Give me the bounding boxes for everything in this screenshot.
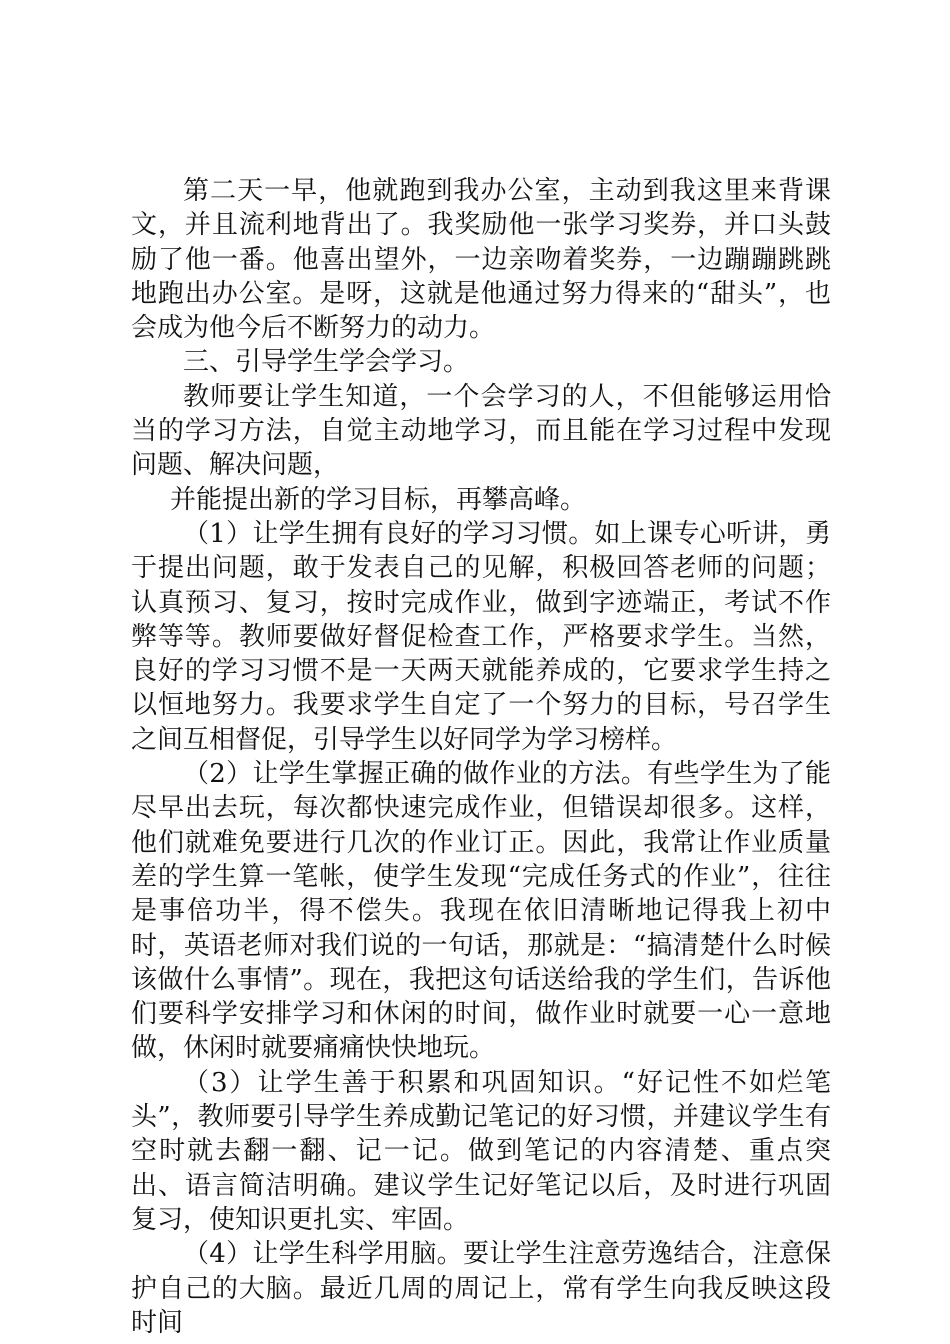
document-body [131, 174, 831, 1340]
section-heading-guide-learning: 三、引导学生学会学习。 [183, 347, 470, 378]
paragraph-reward-story: 第二天一早，他就跑到我办公室，主动到我这里来背课文，并且流利地背出了。我奖励他一张学习奖券，并口头鼓励了他一番。他喜出望外，一边亲吻着奖券，一边蹦蹦跳跳地跑出办公室。是呀，这就是他通过努力得来的“甜头”，也会成为他今后不断努力的动力。 [131, 176, 831, 344]
paragraph-learning-intro-continued: 并能提出新的学习目标，再攀高峰。 [170, 484, 587, 515]
paragraph-point-4-brain: （4）让学生科学用脑。要让学生注意劳逸结合，注意保护自己的大脑。最近几周的周记上，常有学生向我反映这段时间 [131, 1239, 831, 1338]
paragraph-learning-intro: 教师要让学生知道，一个会学习的人，不但能够运用恰当的学习方法，自觉主动地学习，而且能在学习过程中发现问题、解决问题， [131, 381, 831, 481]
paragraph-point-2-homework: （2）让学生掌握正确的做作业的方法。有些学生为了能尽早出去玩，每次都快速完成作业，但错误却很多。这样，他们就难免要进行几次的作业订正。因此，我常让作业质量差的学生算一笔帐，使学生发现“完成任务式的作业”，往往是事倍功半，得不偿失。我现在依旧清晰地记得我上初中时，英语老师对我们说的一句话，那就是：“搞清楚什么时候该做什么事情”。现在，我把这句话送给我的学生们，告诉他们要科学安排学习和休闲的时间，做作业时就要一心一意地做，休闲时就要痛痛快快地玩。 [131, 759, 831, 1064]
paragraph-point-1-habits: （1）让学生拥有良好的学习习惯。如上课专心听讲，勇于提出问题，敢于发表自己的见解，积极回答老师的问题；认真预习、复习，按时完成作业，做到字迹端正，考试不作弊等等。教师要做好督促检查工作，严格要求学生。当然，良好的学习习惯不是一天两天就能养成的，它要求学生持之以恒地努力。我要求学生自定了一个努力的目标，号召学生之间互相督促，引导学生以好同学为学习榜样。 [131, 518, 831, 755]
paragraph-point-3-notes: （3）让学生善于积累和巩固知识。“好记性不如烂笔头”，教师要引导学生养成勤记笔记的好习惯，并建议学生有空时就去翻一翻、记一记。做到笔记的内容清楚、重点突出、语言简洁明确。建议学生记好笔记以后，及时进行巩固复习，使知识更扎实、牢固。 [131, 1067, 831, 1235]
